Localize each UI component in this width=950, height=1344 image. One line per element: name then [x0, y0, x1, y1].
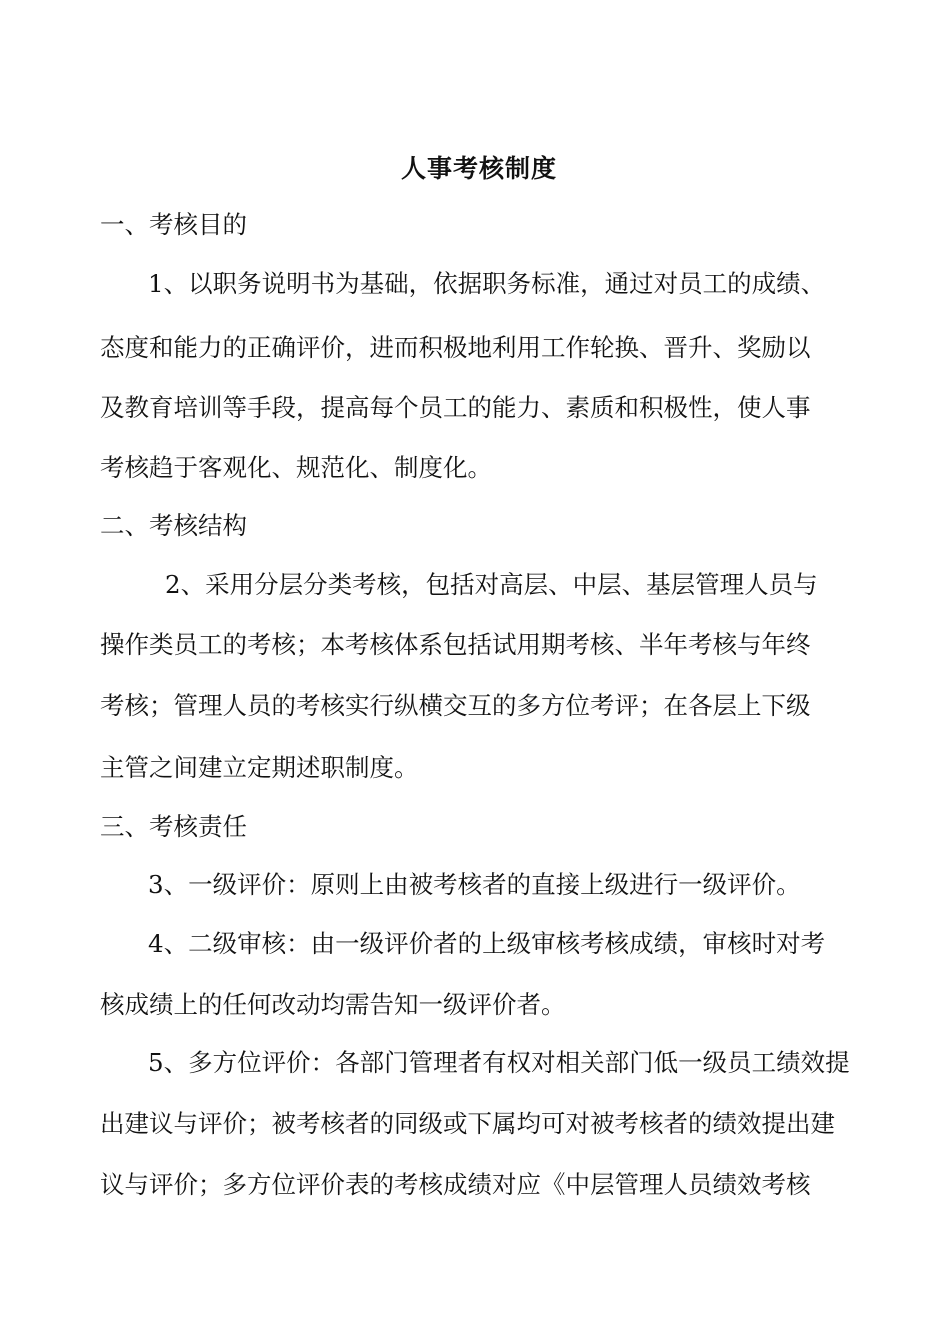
paragraph-line: 主管之间建立定期述职制度。 [100, 753, 419, 782]
paragraph-line: 核成绩上的任何改动均需告知一级评价者。 [100, 990, 566, 1019]
paragraph-line: 考核趋于客观化、规范化、制度化。 [100, 453, 492, 482]
paragraph-line: 2、采用分层分类考核，包括对高层、中层、基层管理人员与 [165, 570, 818, 599]
paragraph-line: 1、以职务说明书为基础，依据职务标准，通过对员工的成绩、 [148, 269, 826, 298]
paragraph-line: 态度和能力的正确评价，进而积极地利用工作轮换、晋升、奖励以 [100, 333, 811, 362]
paragraph-line: 操作类员工的考核；本考核体系包括试用期考核、半年考核与年终 [100, 630, 811, 659]
document-title: 人事考核制度 [400, 154, 557, 183]
paragraph-line: 3、一级评价：原则上由被考核者的直接上级进行一级评价。 [148, 870, 801, 899]
paragraph-line: 5、多方位评价：各部门管理者有权对相关部门低一级员工绩效提 [148, 1048, 850, 1077]
paragraph-line: 及教育培训等手段，提高每个员工的能力、素质和积极性，使人事 [100, 393, 811, 422]
section-heading-responsibility: 三、考核责任 [100, 812, 247, 841]
paragraph-line: 考核；管理人员的考核实行纵横交互的多方位考评；在各层上下级 [100, 691, 811, 720]
section-heading-structure: 二、考核结构 [100, 511, 247, 540]
paragraph-line: 出建议与评价；被考核者的同级或下属均可对被考核者的绩效提出建 [100, 1109, 835, 1138]
paragraph-line: 4、二级审核：由一级评价者的上级审核考核成绩，审核时对考 [148, 929, 826, 958]
section-heading-purpose: 一、考核目的 [100, 210, 247, 239]
paragraph-line: 议与评价；多方位评价表的考核成绩对应《中层管理人员绩效考核 [100, 1170, 811, 1199]
